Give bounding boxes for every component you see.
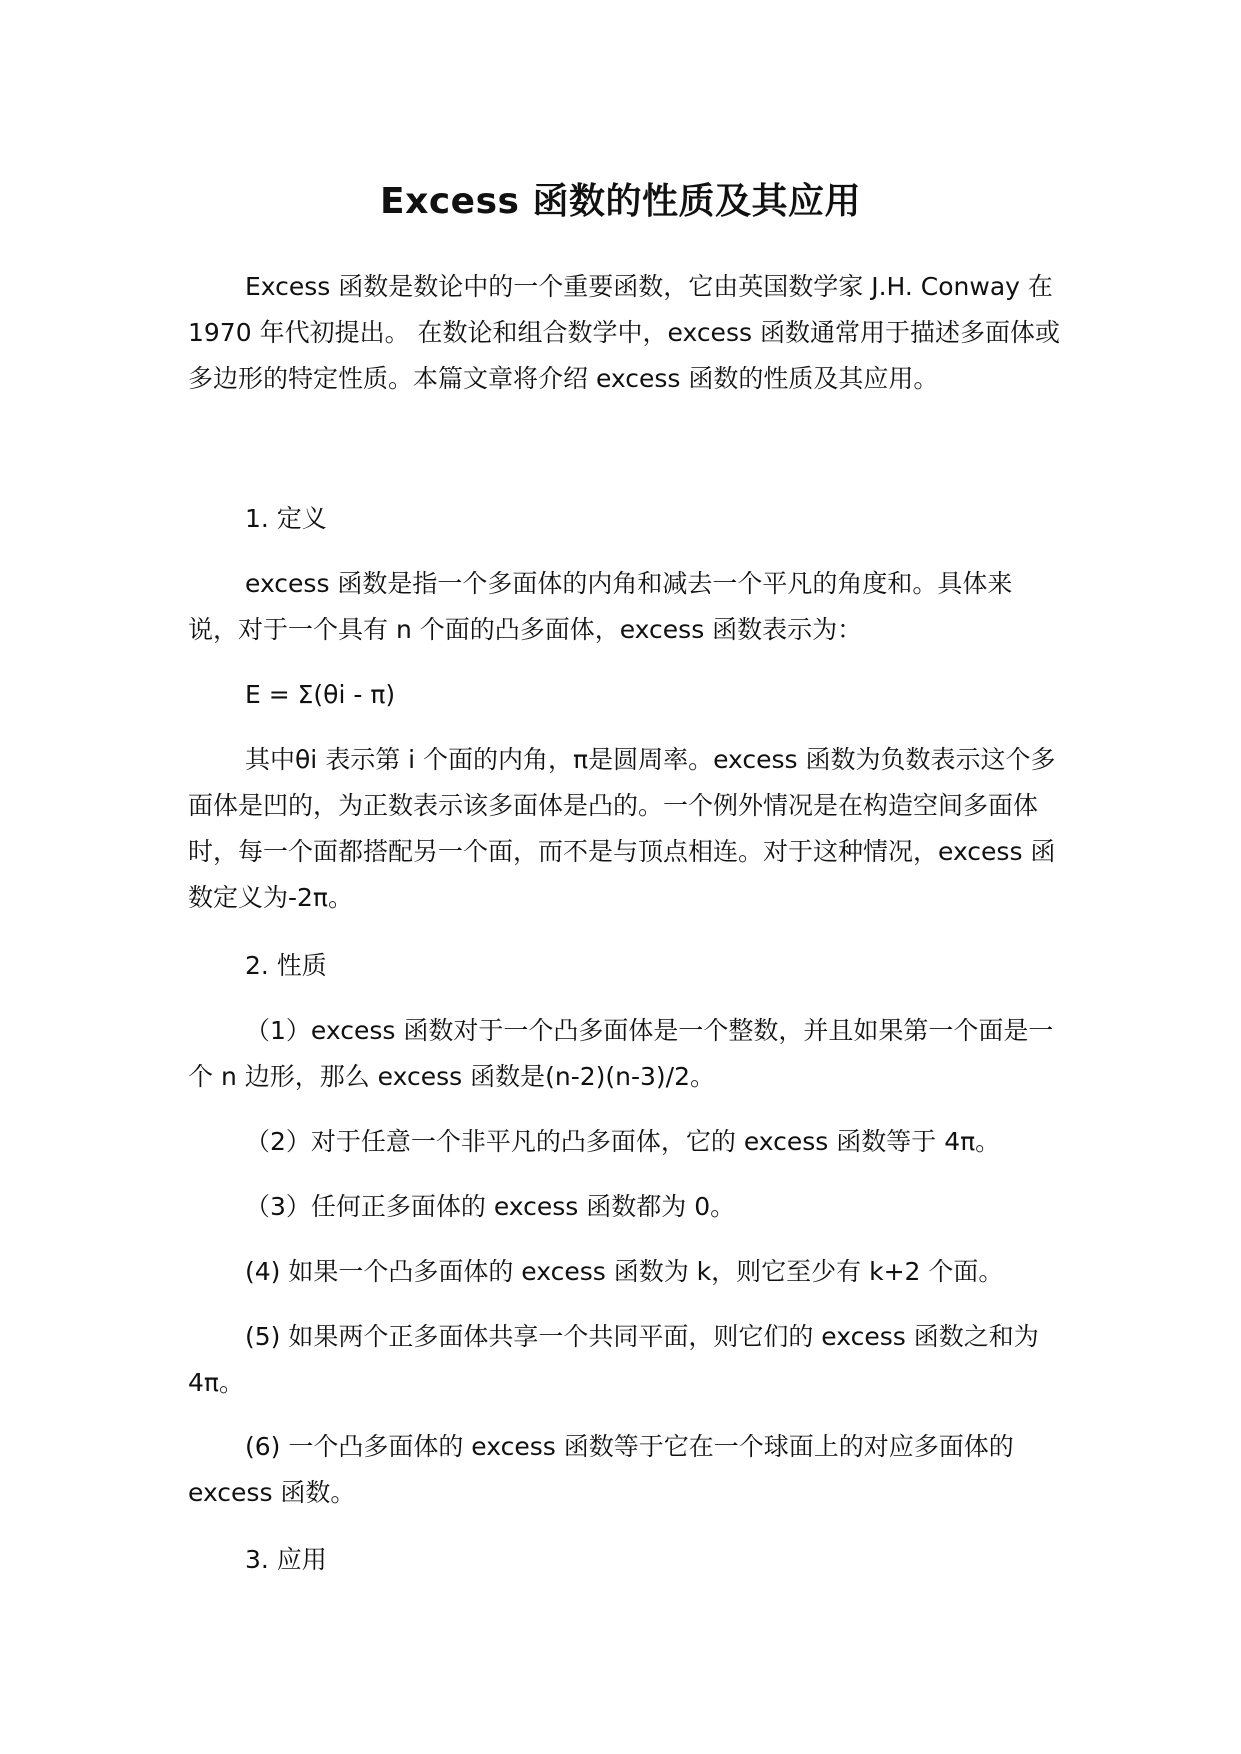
section-3-heading: 3. 应用 [245, 1545, 327, 1574]
property-item-1: （1）excess 函数对于一个凸多面体是一个整数，并且如果第一个面是一个 n 边形，那么 excess 函数是(n-2)(n-3)/2。 [188, 1016, 1054, 1091]
page-title: Excess 函数的性质及其应用 [380, 181, 861, 222]
property-item-3: （3）任何正多面体的 excess 函数都为 0。 [245, 1192, 736, 1221]
section-1-heading: 1. 定义 [245, 504, 327, 533]
section-2-heading: 2. 性质 [245, 951, 327, 980]
formula: E = Σ(θi - π) [245, 680, 396, 709]
explanation-paragraph: 其中θi 表示第 i 个面的内角，π是圆周率。excess 函数为负数表示这个多面体是凹的，为正数表示该多面体是凸的。一个例外情况是在构造空间多面体时，每一个面都搭配另一个面，而不是与顶点相连。对于这种情况，excess 函数定义为-2π。 [188, 745, 1056, 912]
property-item-6: (6) 一个凸多面体的 excess 函数等于它在一个球面上的对应多面体的 excess 函数。 [188, 1432, 1014, 1507]
property-item-4: (4) 如果一个凸多面体的 excess 函数为 k，则它至少有 k+2 个面。 [245, 1257, 1004, 1286]
property-item-2: （2）对于任意一个非平凡的凸多面体，它的 excess 函数等于 4π。 [245, 1127, 1001, 1156]
intro-paragraph: Excess 函数是数论中的一个重要函数，它由英国数学家 J.H. Conway 在 1970 年代初提出。 在数论和组合数学中，excess 函数通常用于描述多面体或多边形的特定性质。本篇文章将介绍 excess 函数的性质及其应用。 [188, 272, 1060, 393]
property-item-5: (5) 如果两个正多面体共享一个共同平面，则它们的 excess 函数之和为 4π。 [188, 1322, 1039, 1397]
definition-paragraph: excess 函数是指一个多面体的内角和减去一个平凡的角度和。具体来说，对于一个具有 n 个面的凸多面体，excess 函数表示为： [188, 569, 1013, 644]
